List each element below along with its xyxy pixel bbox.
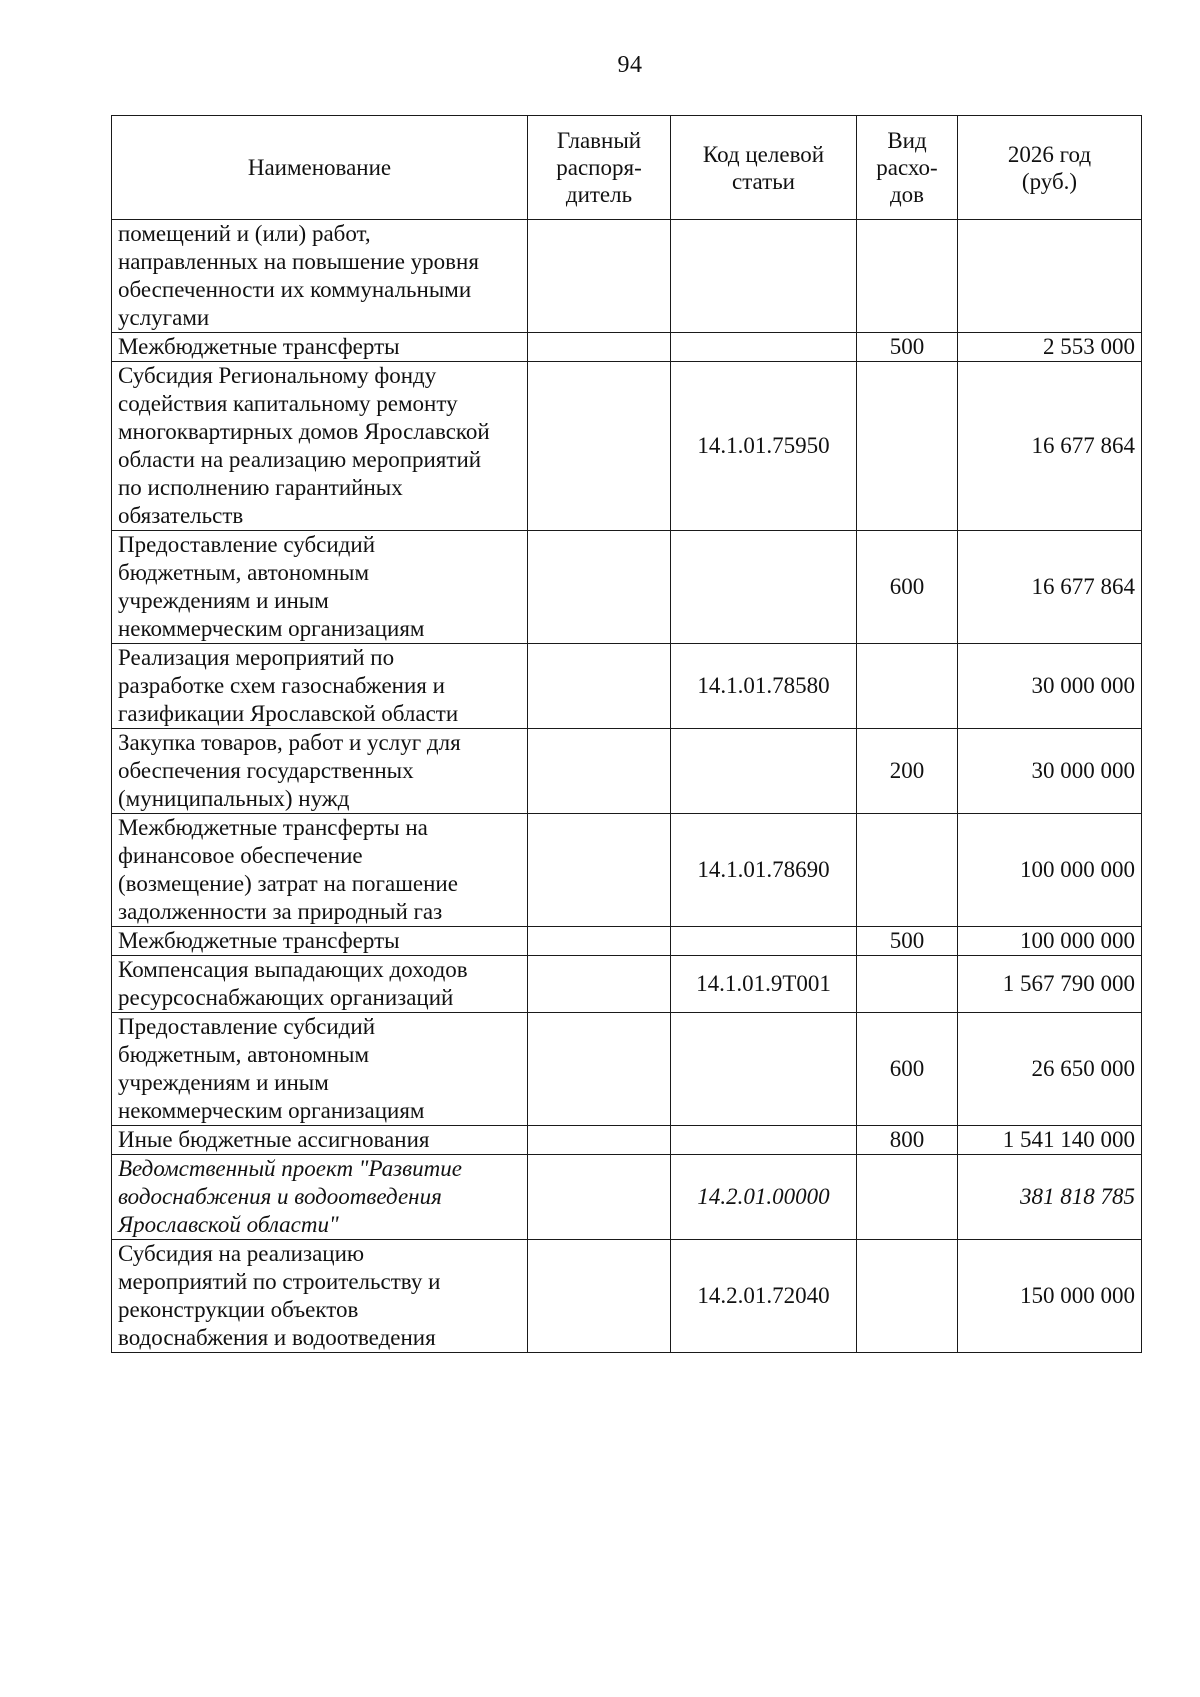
header-amount: 2026 год (руб.) [958,116,1142,220]
table-row [112,220,1142,333]
row-type-cell [857,362,958,531]
row-amount-cell [958,220,1142,333]
row-admin-cell [528,220,671,333]
row-admin-cell [528,814,671,927]
row-code-cell [671,220,857,333]
row-name-cell: Реализация мероприятий по разработке схем газоснабжения и газификации Ярославской области [112,644,528,729]
row-type-cell [857,814,958,927]
row-amount-cell: 100 000 000 [958,814,1142,927]
header-name: Наименование [112,116,528,220]
table-row [112,644,1142,729]
row-amount-cell: 150 000 000 [958,1240,1142,1353]
row-type-cell [857,220,958,333]
row-code-cell [671,729,857,814]
row-admin-cell [528,333,671,362]
row-name-cell: Субсидия Региональному фонду содействия капитальному ремонту многоквартирных домов Ярославской области на реализацию мероприятий по исполнению гарантийных обязательств [112,362,528,531]
row-name-cell: Иные бюджетные ассигнования [112,1126,528,1155]
row-amount-cell: 16 677 864 [958,531,1142,644]
table-row [112,531,1142,644]
row-type-cell: 500 [857,927,958,956]
row-admin-cell [528,927,671,956]
table-row [112,927,1142,956]
row-admin-cell [528,1155,671,1240]
row-type-cell: 800 [857,1126,958,1155]
row-admin-cell [528,531,671,644]
row-admin-cell [528,1240,671,1353]
row-name-cell: Межбюджетные трансферты [112,927,528,956]
header-row [112,116,1142,220]
row-name-cell: Субсидия на реализацию мероприятий по строительству и реконструкции объектов водоснабжения и водоотведения [112,1240,528,1353]
row-type-cell: 600 [857,1013,958,1126]
table-row [112,1013,1142,1126]
table-row [112,814,1142,927]
row-admin-cell [528,362,671,531]
row-admin-cell [528,1126,671,1155]
table-row [112,333,1142,362]
row-type-cell [857,956,958,1013]
row-amount-cell: 30 000 000 [958,644,1142,729]
table-row [112,729,1142,814]
header-admin: Главный распоря- дитель [528,116,671,220]
row-code-cell [671,1013,857,1126]
table-row [112,1240,1142,1353]
page-number: 94 [617,52,643,78]
table-row [112,362,1142,531]
row-amount-cell: 1 567 790 000 [958,956,1142,1013]
header-type: Вид расхо- дов [857,116,958,220]
row-type-cell [857,1155,958,1240]
row-amount-cell: 30 000 000 [958,729,1142,814]
row-type-cell: 500 [857,333,958,362]
row-admin-cell [528,729,671,814]
row-type-cell: 200 [857,729,958,814]
row-name-cell: помещений и (или) работ, направленных на повышение уровня обеспеченности их коммунальными услугами [112,220,528,333]
row-code-cell [671,927,857,956]
row-code-cell [671,531,857,644]
row-code-cell: 14.1.01.78690 [671,814,857,927]
row-name-cell: Компенсация выпадающих доходов ресурсоснабжающих организаций [112,956,528,1013]
row-code-cell: 14.1.01.9Т001 [671,956,857,1013]
table-row [112,1155,1142,1240]
row-code-cell: 14.1.01.78580 [671,644,857,729]
row-amount-cell: 2 553 000 [958,333,1142,362]
row-name-cell: Предоставление субсидий бюджетным, автономным учреждениям и иным некоммерческим организациям [112,1013,528,1126]
table-body [112,220,1142,1353]
row-code-cell: 14.1.01.75950 [671,362,857,531]
row-admin-cell [528,1013,671,1126]
row-type-cell [857,1240,958,1353]
row-admin-cell [528,644,671,729]
row-name-cell: Закупка товаров, работ и услуг для обеспечения государственных (муниципальных) нужд [112,729,528,814]
row-name-cell: Межбюджетные трансферты на финансовое обеспечение (возмещение) затрат на погашение задолженности за природный газ [112,814,528,927]
row-name-cell: Предоставление субсидий бюджетным, автономным учреждениям и иным некоммерческим организациям [112,531,528,644]
row-code-cell [671,1126,857,1155]
row-name-cell: Межбюджетные трансферты [112,333,528,362]
row-code-cell: 14.2.01.00000 [671,1155,857,1240]
row-amount-cell: 1 541 140 000 [958,1126,1142,1155]
table-header [112,116,1142,220]
row-amount-cell: 16 677 864 [958,362,1142,531]
row-admin-cell [528,956,671,1013]
row-amount-cell: 100 000 000 [958,927,1142,956]
row-code-cell [671,333,857,362]
row-type-cell [857,644,958,729]
table-row [112,956,1142,1013]
table-row [112,1126,1142,1155]
budget-table [111,115,1142,1353]
row-type-cell: 600 [857,531,958,644]
row-amount-cell: 381 818 785 [958,1155,1142,1240]
row-code-cell: 14.2.01.72040 [671,1240,857,1353]
row-name-cell: Ведомственный проект "Развитие водоснабжения и водоотведения Ярославской области" [112,1155,528,1240]
row-amount-cell: 26 650 000 [958,1013,1142,1126]
header-code: Код целевой статьи [671,116,857,220]
